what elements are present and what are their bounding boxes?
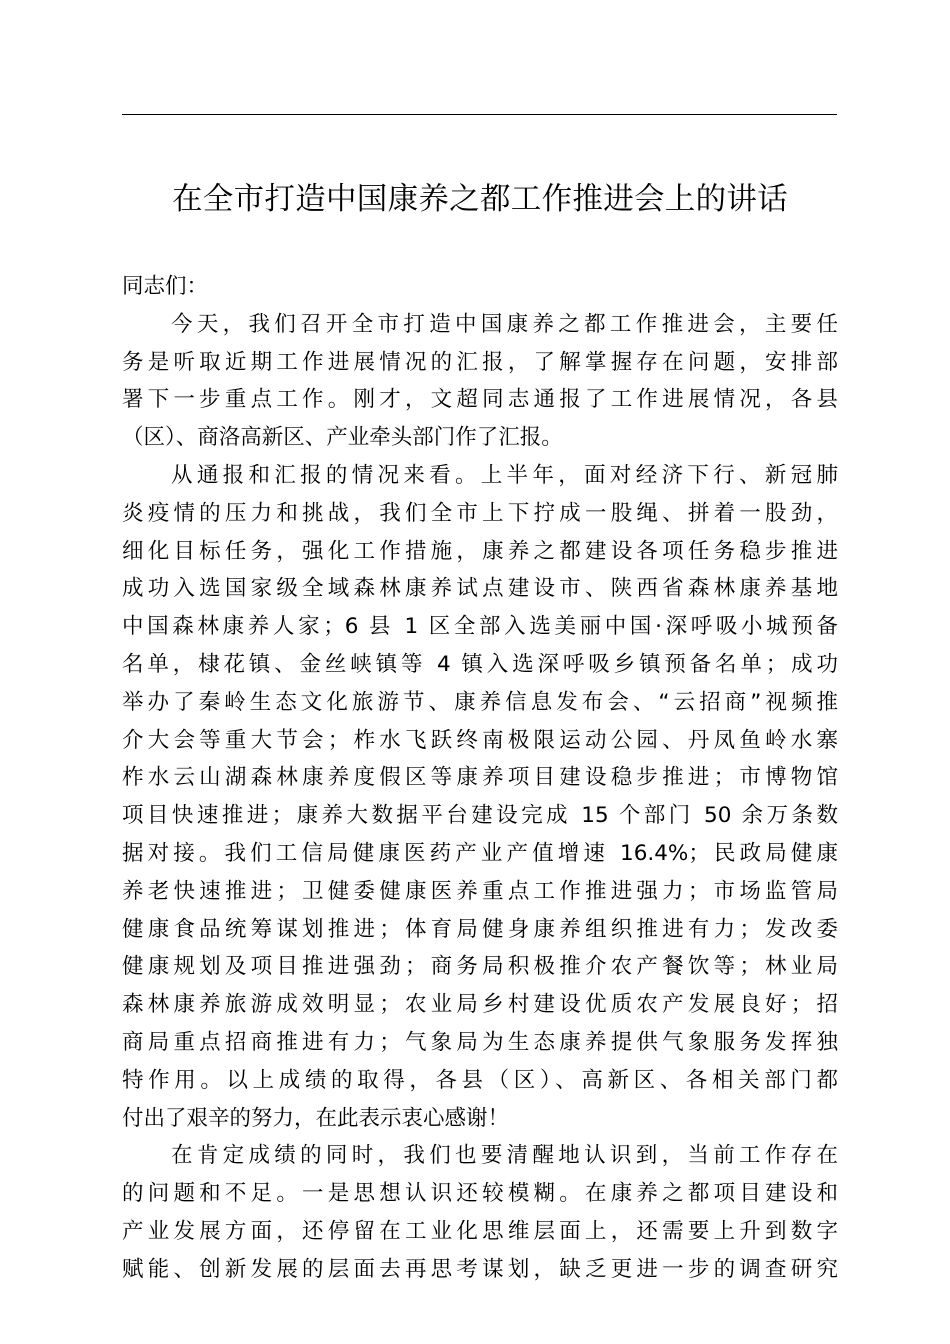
paragraph-1-line-4: （区）、商洛高新区、产业牵头部门作了汇报。 [122,425,563,451]
salutation: 同志们： [122,274,209,299]
paragraph-2-line-11: 据对接。我们工信局健康医药产业产值增速 16.4%；民政局健康 [122,840,838,866]
paragraph-2-line-9: 柞水云山湖森林康养度假区等康养项目建设稳步推进；市博物馆 [122,765,838,791]
paragraph-2-line-8: 介大会等重大节会；柞水飞跃终南极限运动公园、丹凤鱼岭水寨 [122,727,838,753]
document-title: 在全市打造中国康养之都工作推进会上的讲话 [172,182,788,217]
paragraph-2-line-1: 从通报和汇报的情况来看。上半年，面对经济下行、新冠肺 [171,462,838,488]
paragraph-2-line-6: 名单，棣花镇、金丝峡镇等 4 镇入选深呼吸乡镇预备名单；成功 [122,651,838,677]
paragraph-3-line-4: 赋能、创新发展的层面去再思考谋划，缺乏更进一步的调查研究 [122,1256,838,1282]
paragraph-1-line-2: 务是听取近期工作进展情况的汇报，了解掌握存在问题，安排部 [122,349,838,375]
paragraph-2-line-12: 养老快速推进；卫健委健康医养重点工作推进强力；市场监管局 [122,878,838,904]
paragraph-2-line-16: 商局重点招商推进有力；气象局为生态康养提供气象服务发挥独 [122,1029,838,1055]
paragraph-2-line-5: 中国森林康养人家；6 县 1 区全部入选美丽中国·深呼吸小城预备 [122,614,838,640]
paragraph-2-line-4: 成功入选国家级全域森林康养试点建设市、陕西省森林康养基地 [122,576,838,602]
paragraph-2-line-10: 项目快速推进；康养大数据平台建设完成 15 个部门 50 余万条数 [122,803,838,829]
header-rule [122,114,837,115]
paragraph-3-line-1: 在肯定成绩的同时，我们也要清醒地认识到，当前工作存在 [171,1143,838,1169]
paragraph-1-line-3: 署下一步重点工作。刚才，文超同志通报了工作进展情况，各县 [122,387,838,413]
document-body [122,268,838,1289]
paragraph-2-line-18: 付出了艰辛的努力，在此表示衷心感谢！ [122,1105,510,1131]
paragraph-3-line-2: 的问题和不足。一是思想认识还较模糊。在康养之都项目建设和 [122,1181,838,1207]
paragraph-2-line-15: 森林康养旅游成效明显；农业局乡村建设优质农产发展良好；招 [122,992,838,1018]
paragraph-2-line-17: 特作用。以上成绩的取得，各县（区）、高新区、各相关部门都 [122,1067,838,1093]
paragraph-2-line-7: 举办了秦岭生态文化旅游节、康养信息发布会、“云招商”视频推 [122,689,838,715]
paragraph-2-line-14: 健康规划及项目推进强劲；商务局积极推介农产餐饮等；林业局 [122,954,838,980]
paragraph-2-line-3: 细化目标任务，强化工作措施，康养之都建设各项任务稳步推进 [122,538,838,564]
paragraph-2-line-2: 炎疫情的压力和挑战，我们全市上下拧成一股绳、拼着一股劲， [122,500,838,526]
paragraph-1-line-1: 今天，我们召开全市打造中国康养之都工作推进会，主要任 [171,311,838,337]
paragraph-2-line-13: 健康食品统筹谋划推进；体育局健身康养组织推进有力；发改委 [122,916,838,942]
paragraph-3-line-3: 产业发展方面，还停留在工业化思维层面上，还需要上升到数字 [122,1218,838,1244]
